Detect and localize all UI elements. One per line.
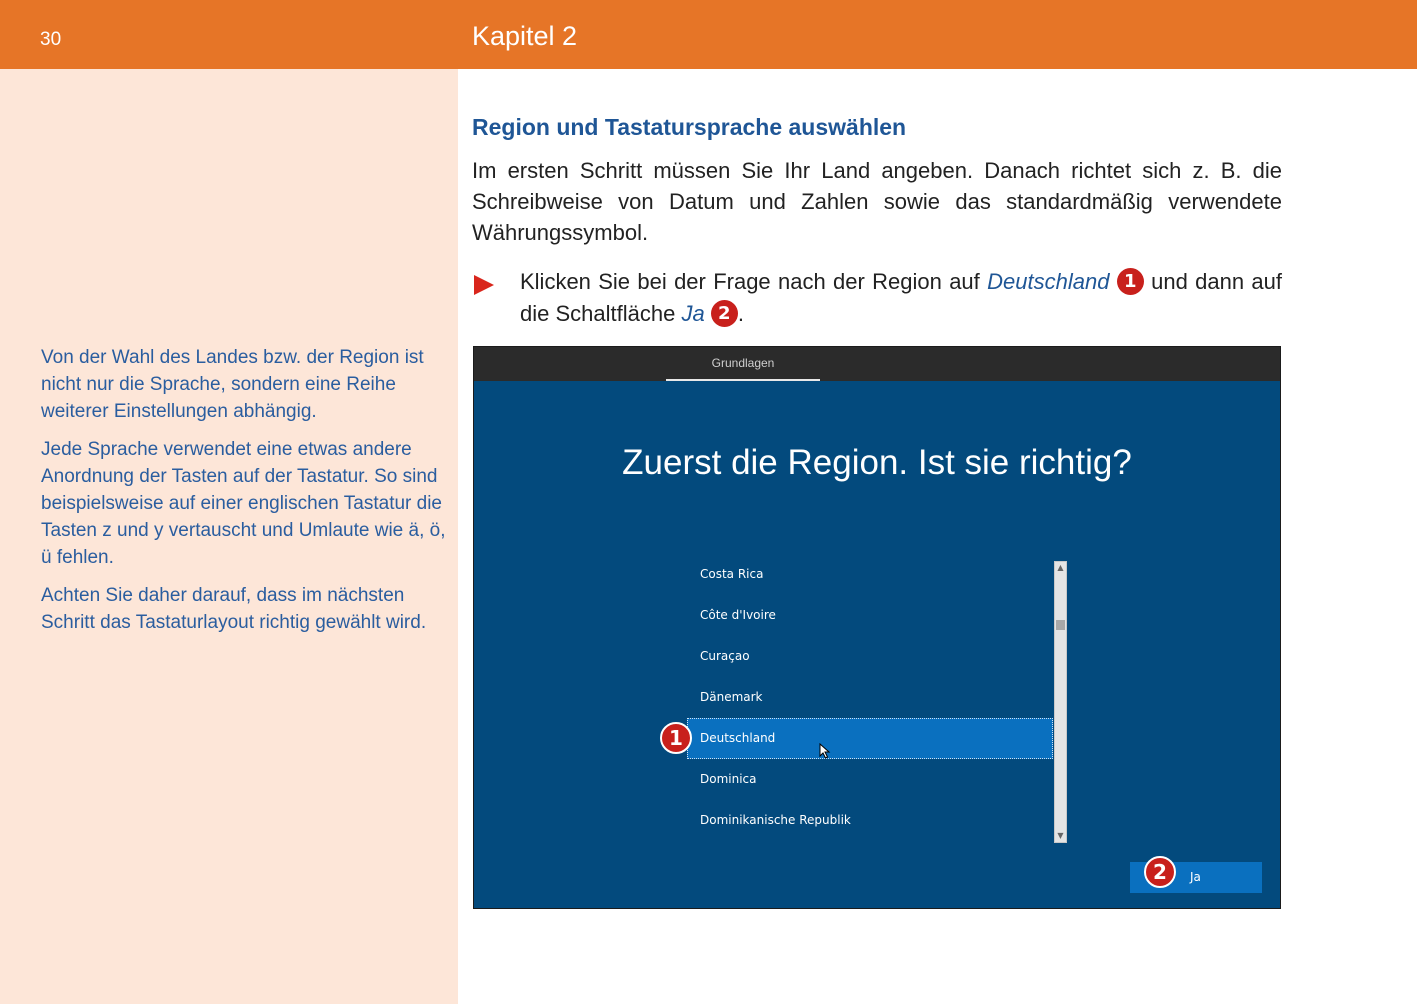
step-region-name: Deutschland xyxy=(987,269,1110,294)
section-heading: Region und Tastatursprache auswählen xyxy=(472,114,907,140)
sidebar-paragraph-3: Achten Sie daher darauf, dass im nächsten Schritt das Tastaturlayout richtig gewählt wird. xyxy=(41,585,427,633)
setup-top-bar xyxy=(474,347,1280,381)
chevron-down-icon[interactable]: ▼ xyxy=(1057,831,1064,840)
region-list[interactable] xyxy=(687,554,1053,841)
step-text xyxy=(520,266,1282,330)
scrollbar-thumb[interactable] xyxy=(1056,620,1065,630)
intro-paragraph: Im ersten Schritt müssen Sie Ihr Land angeben. Danach richtet sich z. B. die Schreibweise von Datum und Zahlen sowie das standardmäßig verwendete Währungssymbol. xyxy=(472,158,1282,245)
step-text-part-3: . xyxy=(737,301,744,326)
mouse-pointer-icon xyxy=(819,743,833,759)
ja-button[interactable]: Ja xyxy=(1130,862,1262,893)
chapter-header xyxy=(0,0,1417,69)
step-badge-2: 2 xyxy=(711,300,738,327)
page-number: 30 xyxy=(40,29,62,50)
sidebar-notes xyxy=(0,69,458,1004)
region-item-cote-divoire[interactable]: Côte d'Ivoire xyxy=(700,608,776,622)
callout-badge-1: 1 xyxy=(660,722,692,754)
step-text-part-1: Klicken Sie bei der Frage nach der Region auf xyxy=(520,269,988,294)
region-item-daenemark[interactable]: Dänemark xyxy=(700,690,763,704)
chevron-up-icon[interactable]: ▲ xyxy=(1057,563,1064,572)
region-item-curacao[interactable]: Curaçao xyxy=(700,649,750,663)
region-item-costa-rica[interactable]: Costa Rica xyxy=(700,567,764,581)
step-badge-1: 1 xyxy=(1117,268,1144,295)
tab-grundlagen[interactable]: Grundlagen xyxy=(666,347,820,381)
region-item-dominikanische-republik[interactable]: Dominikanische Republik xyxy=(700,813,851,827)
step-button-name: Ja xyxy=(681,301,705,326)
callout-badge-2: 2 xyxy=(1144,856,1176,888)
chapter-title: Kapitel 2 xyxy=(472,21,578,51)
sidebar-text xyxy=(41,344,451,647)
setup-screenshot xyxy=(473,346,1281,909)
region-item-deutschland[interactable]: Deutschland xyxy=(687,718,1053,759)
region-list-scrollbar[interactable] xyxy=(1054,561,1067,843)
sidebar-paragraph-1: Von der Wahl des Landes bzw. der Region ist nicht nur die Sprache, sondern eine Reihe weiterer Einstellungen abhängig. xyxy=(41,347,424,422)
step-text-part-2: und dann auf die Schaltfläche xyxy=(520,269,1283,326)
arrow-right-icon xyxy=(474,275,494,295)
region-item-dominica[interactable]: Dominica xyxy=(700,772,757,786)
sidebar-paragraph-2: Jede Sprache verwendet eine etwas andere Anordnung der Tasten auf der Tastatur. So sind beispielsweise auf einer englischen Tastatur die Tasten z und y vertauscht und Umlaute wie ä, ö, ü fehlen. xyxy=(41,439,446,568)
setup-question: Zuerst die Region. Ist sie richtig? xyxy=(622,443,1132,482)
